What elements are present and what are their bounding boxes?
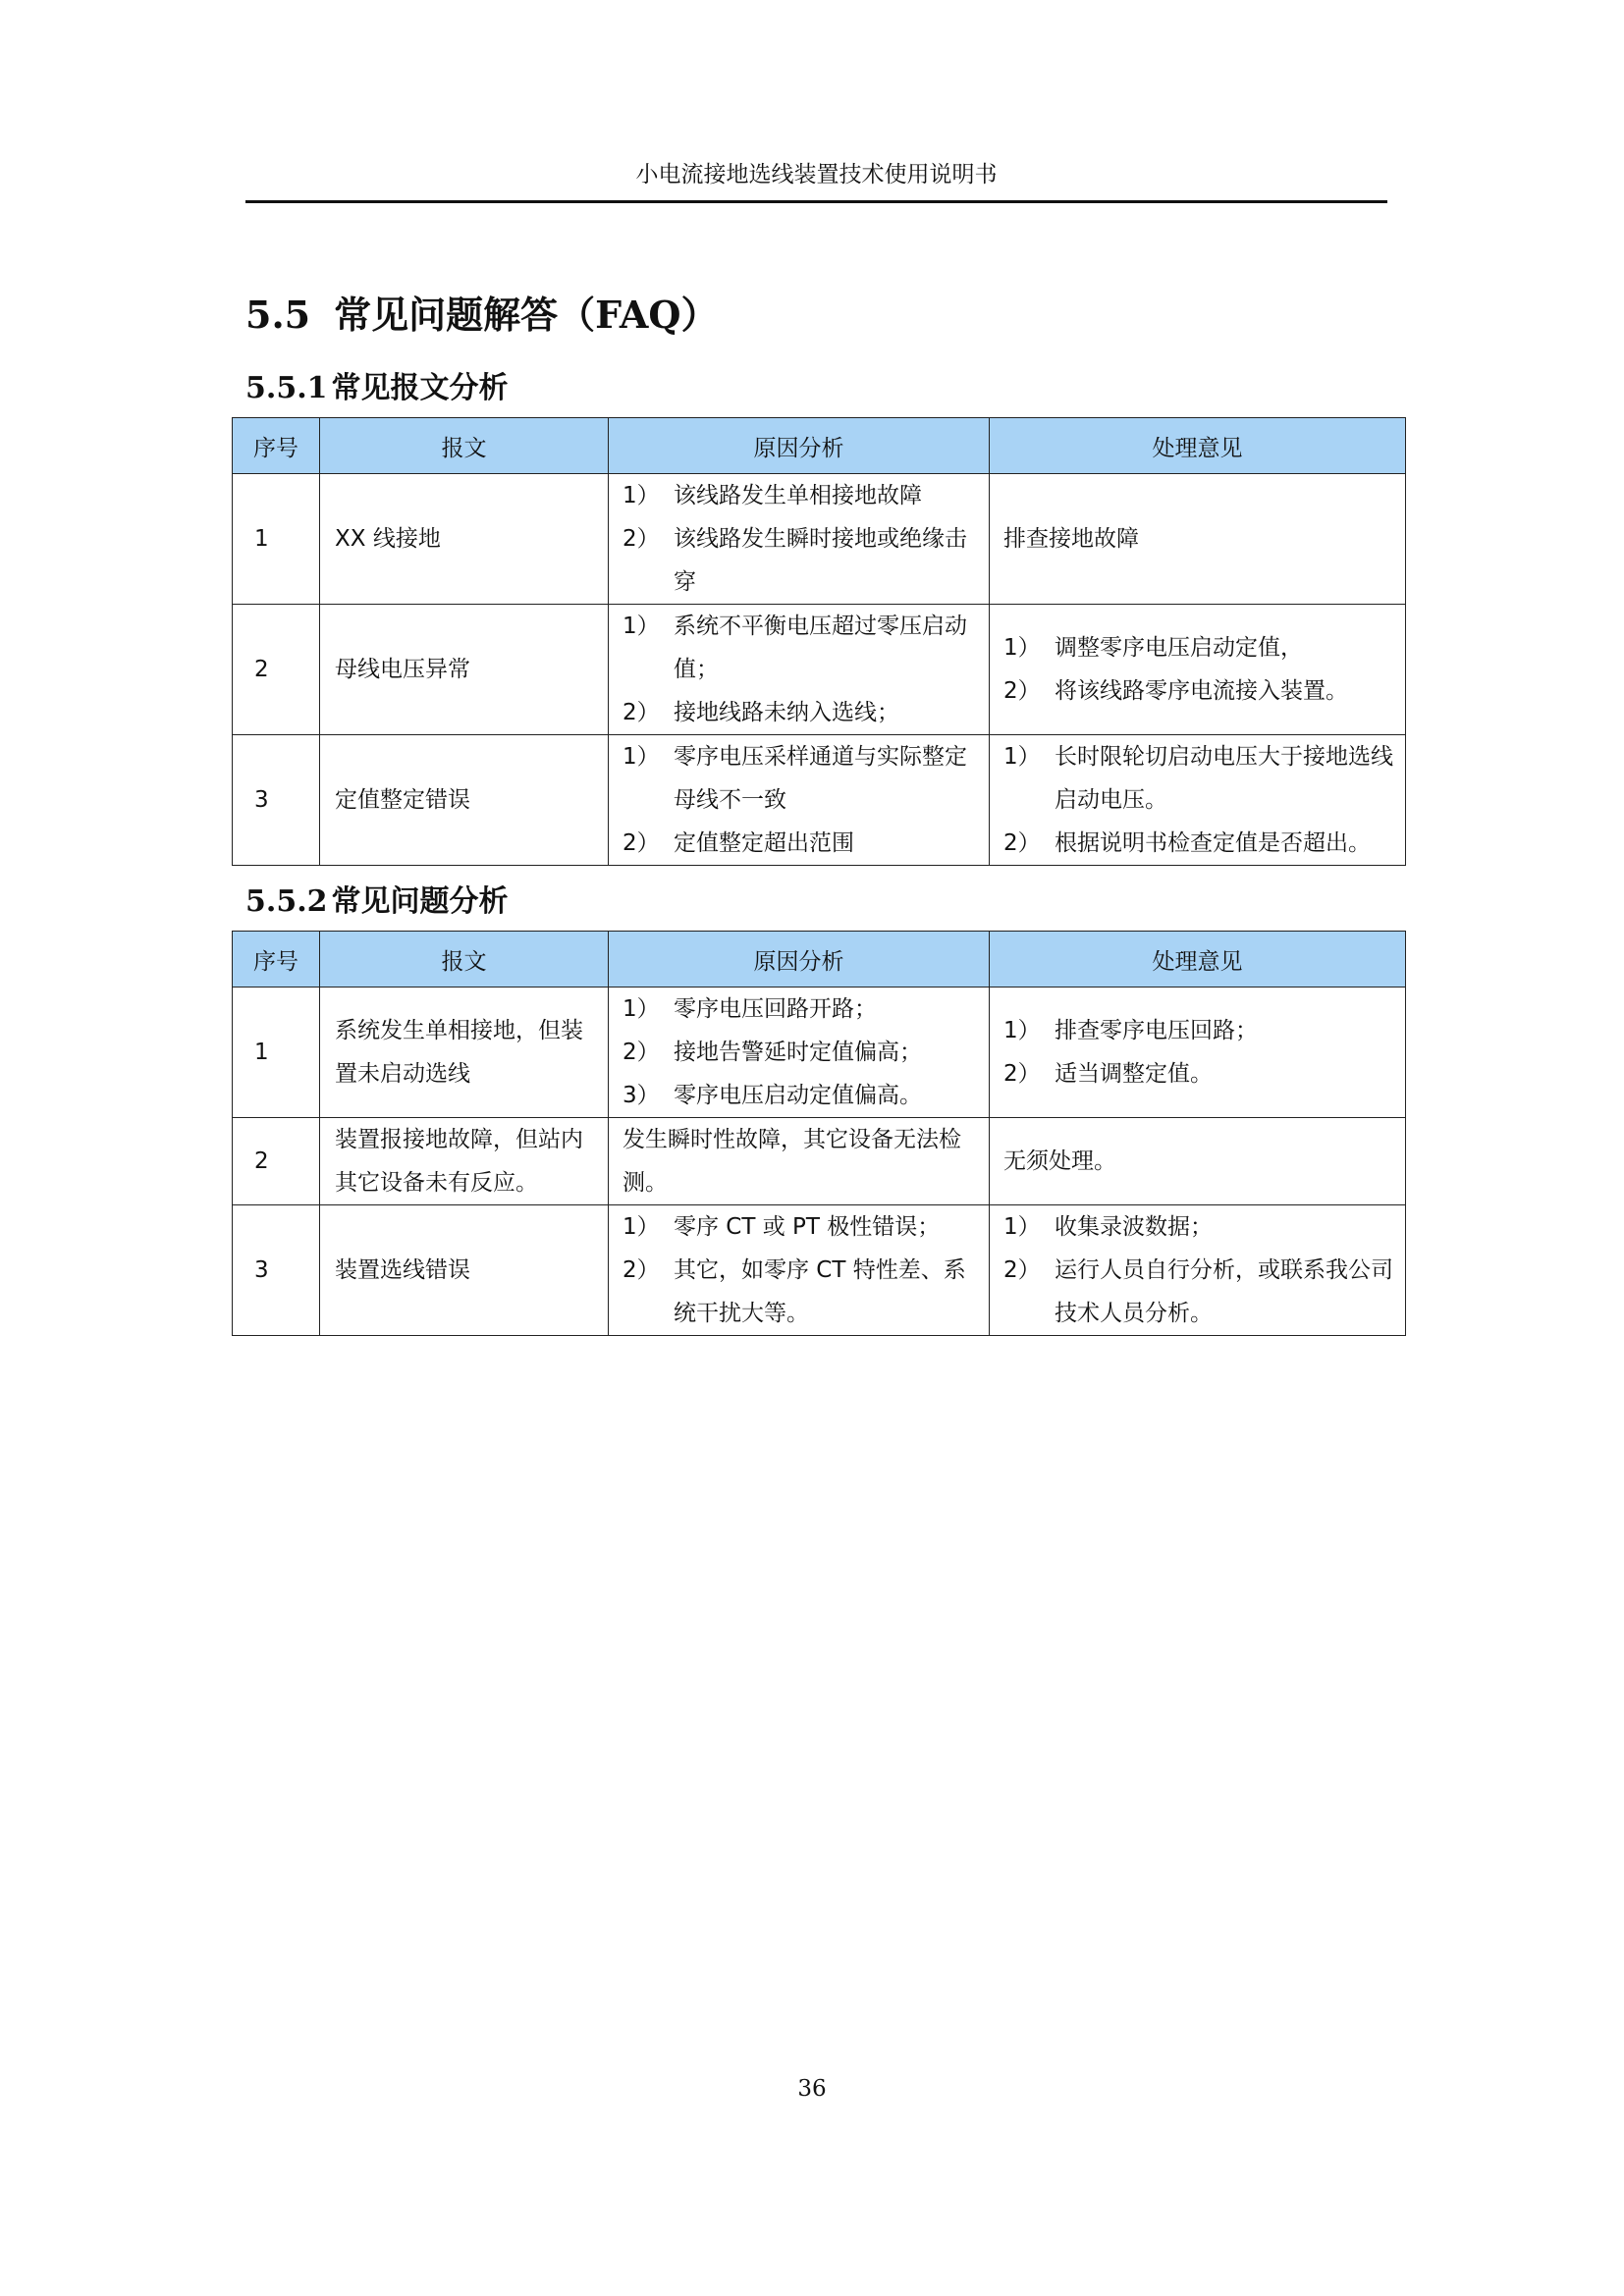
row-number: 1	[233, 474, 320, 605]
cause-item: 2） 该线路发生瞬时接地或绝缘击穿	[623, 526, 967, 595]
table-header-row	[233, 932, 1406, 988]
row-causes	[609, 1205, 990, 1336]
cause-item: 2） 接地告警延时定值偏高；	[623, 1040, 922, 1065]
page-number: 36	[797, 2076, 827, 2102]
problem-analysis-table	[232, 931, 1406, 1336]
row-number: 3	[233, 1205, 320, 1336]
header-message: 报文	[320, 932, 609, 988]
row-message: 母线电压异常	[320, 605, 609, 735]
table-row	[233, 1118, 1406, 1205]
row-handling	[990, 1205, 1406, 1336]
row-message: XX 线接地	[320, 474, 609, 605]
cause-item: 2） 定值整定超出范围	[623, 830, 854, 856]
subsection-number: 5.5.1	[245, 371, 328, 405]
cause-item: 2） 其它，如零序 CT 特性差、系统干扰大等。	[623, 1257, 966, 1326]
row-message: 装置报接地故障，但站内其它设备未有反应。	[320, 1118, 609, 1205]
handling-item: 2） 适当调整定值。	[1003, 1061, 1213, 1087]
header-message: 报文	[320, 418, 609, 474]
table-row	[233, 988, 1406, 1118]
cause-item: 1） 系统不平衡电压超过零压启动值；	[623, 614, 967, 682]
running-header-title: 小电流接地选线装置技术使用说明书	[635, 162, 998, 187]
handling-item: 1） 排查零序电压回路；	[1003, 1018, 1258, 1043]
row-handling	[990, 735, 1406, 866]
cause-item: 2） 接地线路未纳入选线；	[623, 700, 899, 725]
table-row	[233, 1205, 1406, 1336]
running-header	[245, 155, 1387, 203]
header-no: 序号	[233, 418, 320, 474]
header-cause: 原因分析	[609, 418, 990, 474]
handling-item: 1） 长时限轮切启动电压大于接地选线启动电压。	[1003, 744, 1393, 813]
handling-item: 1） 收集录波数据；	[1003, 1214, 1213, 1240]
header-cause: 原因分析	[609, 932, 990, 988]
cause-item: 1） 该线路发生单相接地故障	[623, 483, 922, 508]
row-number: 3	[233, 735, 320, 866]
cause-item: 1） 零序 CT 或 PT 极性错误；	[623, 1214, 941, 1240]
row-message: 系统发生单相接地，但装置未启动选线	[320, 988, 609, 1118]
row-cause-text: 发生瞬时性故障，其它设备无法检测。	[609, 1118, 990, 1205]
header-no: 序号	[233, 932, 320, 988]
subsection-title-text: 常见问题分析	[331, 884, 509, 919]
section-title-text: 常见问题解答（FAQ）	[334, 293, 719, 337]
row-message: 定值整定错误	[320, 735, 609, 866]
row-causes	[609, 605, 990, 735]
row-causes	[609, 474, 990, 605]
row-handling	[990, 605, 1406, 735]
table-row	[233, 735, 1406, 866]
cause-item: 1） 零序电压回路开路；	[623, 996, 877, 1022]
table-row	[233, 605, 1406, 735]
subsection-heading-message-analysis	[245, 363, 509, 406]
handling-item: 2） 根据说明书检查定值是否超出。	[1003, 830, 1371, 856]
table-row	[233, 474, 1406, 605]
cause-item: 3） 零序电压启动定值偏高。	[623, 1083, 922, 1108]
row-handling: 无须处理。	[990, 1118, 1406, 1205]
handling-item: 2） 将该线路零序电流接入装置。	[1003, 678, 1348, 704]
row-number: 2	[233, 1118, 320, 1205]
subsection-number: 5.5.2	[245, 884, 328, 919]
cause-item: 1） 零序电压采样通道与实际整定母线不一致	[623, 744, 967, 813]
row-number: 1	[233, 988, 320, 1118]
header-handling: 处理意见	[990, 418, 1406, 474]
subsection-heading-problem-analysis	[245, 877, 509, 920]
section-heading	[245, 285, 718, 339]
subsection-title-text: 常见报文分析	[331, 371, 509, 405]
row-causes	[609, 735, 990, 866]
message-analysis-table	[232, 417, 1406, 866]
header-handling: 处理意见	[990, 932, 1406, 988]
row-handling: 排查接地故障	[990, 474, 1406, 605]
row-number: 2	[233, 605, 320, 735]
row-causes	[609, 988, 990, 1118]
row-message: 装置选线错误	[320, 1205, 609, 1336]
handling-item: 2） 运行人员自行分析，或联系我公司技术人员分析。	[1003, 1257, 1393, 1326]
handling-item: 1） 调整零序电压启动定值，	[1003, 635, 1303, 661]
row-handling	[990, 988, 1406, 1118]
section-number: 5.5	[245, 293, 311, 337]
table-header-row	[233, 418, 1406, 474]
